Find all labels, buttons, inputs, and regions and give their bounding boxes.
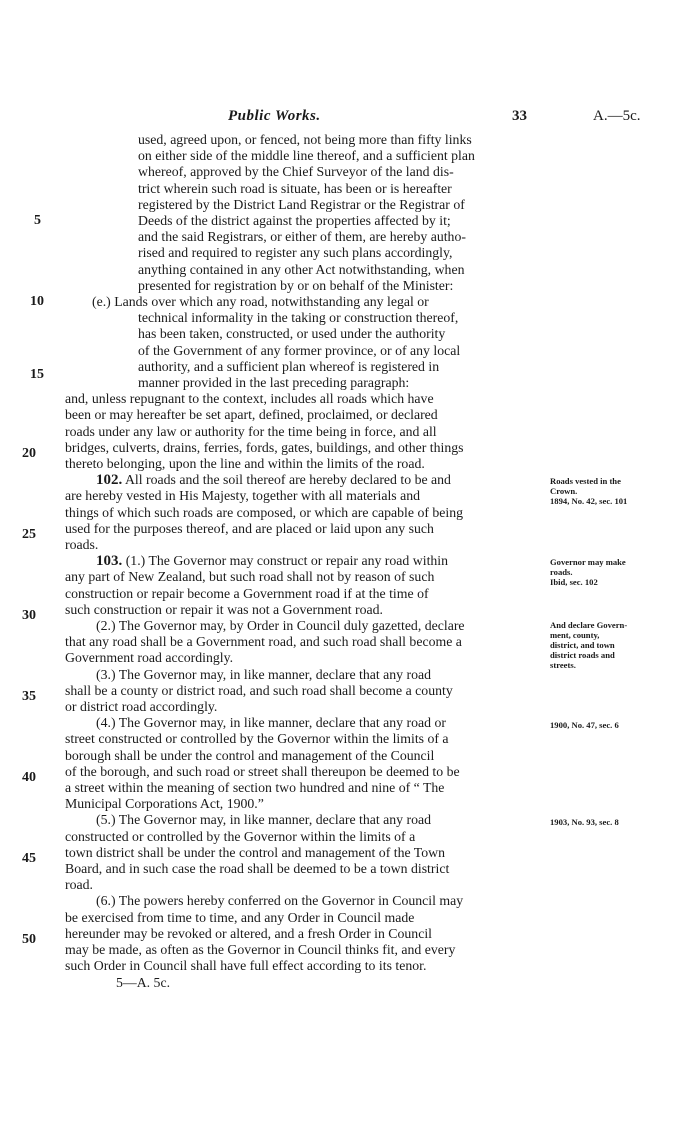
text-line: (3.) The Governor may, in like manner, declare that any road xyxy=(96,667,432,682)
signature-mark: 5—A. 5c. xyxy=(116,975,171,990)
line-number: 35 xyxy=(22,689,36,704)
text-line-content: (1.) The Governor may construct or repair any road within xyxy=(125,553,449,568)
page-number: 33 xyxy=(512,108,527,124)
margin-note-line: Ibid, sec. 102 xyxy=(550,577,598,587)
text-line xyxy=(96,553,448,569)
text-line: rised and required to register any such plans accordingly, xyxy=(138,245,453,260)
document-reference: A.—5c. xyxy=(593,108,641,124)
margin-note-line: Roads vested in the xyxy=(550,476,621,486)
margin-note-line: district roads and xyxy=(550,650,615,660)
text-line: trict wherein such road is situate, has been or is hereafter xyxy=(138,181,452,196)
text-line: or district road accordingly. xyxy=(65,699,218,714)
text-line-content: All roads and the soil thereof are hereby declared to be and xyxy=(124,472,451,487)
text-line: used, agreed upon, or fenced, not being more than fifty links xyxy=(138,132,472,147)
margin-note-line: district, and town xyxy=(550,640,615,650)
margin-note-line: Governor may make xyxy=(550,557,626,567)
text-line: whereof, approved by the Chief Surveyor of the land dis- xyxy=(138,164,454,179)
text-line: constructed or controlled by the Governor within the limits of a xyxy=(65,829,416,844)
text-line: any part of New Zealand, but such road shall not by reason of such xyxy=(65,569,435,584)
section-number: 103. xyxy=(96,553,123,569)
text-line: of the Government of any former province, or of any local xyxy=(138,343,461,358)
margin-note xyxy=(550,620,627,670)
line-number: 15 xyxy=(30,367,44,382)
text-line: anything contained in any other Act notwithstanding, when xyxy=(138,262,465,277)
text-line: hereunder may be revoked or altered, and a fresh Order in Council xyxy=(65,926,432,941)
text-line xyxy=(96,472,451,488)
text-line: roads. xyxy=(65,537,99,552)
text-line: may be made, as often as the Governor in Council thinks fit, and every xyxy=(65,942,456,957)
line-number: 25 xyxy=(22,527,36,542)
text-line: on either side of the middle line thereof, and a sufficient plan xyxy=(138,148,475,163)
margin-note-line: roads. xyxy=(550,567,573,577)
text-line: construction or repair become a Government road if at the time of xyxy=(65,586,429,601)
margin-note xyxy=(550,720,619,730)
margin-note-line: Crown. xyxy=(550,486,578,496)
text-line: a street within the meaning of section two hundred and nine of “ The xyxy=(65,780,445,795)
text-line: Government road accordingly. xyxy=(65,650,234,665)
text-line: such construction or repair it was not a Government road. xyxy=(65,602,384,617)
text-line: (2.) The Governor may, by Order in Council duly gazetted, declare xyxy=(96,618,465,633)
text-line: things of which such roads are composed, or which are capable of being xyxy=(65,505,464,520)
text-line: shall be a county or district road, and such road shall become a county xyxy=(65,683,453,698)
margin-note-line: And declare Govern- xyxy=(550,620,628,630)
line-number: 45 xyxy=(22,851,36,866)
text-line: (6.) The powers hereby conferred on the Governor in Council may xyxy=(96,893,464,908)
text-line: are hereby vested in His Majesty, together with all materials and xyxy=(65,488,421,503)
margin-note-line: streets. xyxy=(550,660,576,670)
margin-note xyxy=(550,557,626,587)
running-title: Public Works. xyxy=(228,108,321,124)
text-line: (e.) Lands over which any road, notwithstanding any legal or xyxy=(92,294,429,309)
line-number: 40 xyxy=(22,770,36,785)
line-number: 20 xyxy=(22,446,36,461)
text-line: Municipal Corporations Act, 1900.” xyxy=(65,796,264,811)
margin-note xyxy=(550,476,627,506)
text-line: bridges, culverts, drains, ferries, fords, gates, buildings, and other things xyxy=(65,440,464,455)
line-number: 50 xyxy=(22,932,36,947)
line-number: 5 xyxy=(34,213,41,228)
text-line: has been taken, constructed, or used under the authority xyxy=(138,326,446,341)
text-line: technical informality in the taking or construction thereof, xyxy=(138,310,459,325)
text-line: of the borough, and such road or street shall thereupon be deemed to be xyxy=(65,764,460,779)
margin-note-line: 1903, No. 93, sec. 8 xyxy=(550,817,619,827)
margin-note-line: ment, county, xyxy=(550,630,600,640)
text-line: presented for registration by or on behalf of the Minister: xyxy=(138,278,454,293)
margin-note-line: 1900, No. 47, sec. 6 xyxy=(550,720,619,730)
text-line: roads under any law or authority for the time being in force, and all xyxy=(65,424,437,439)
text-line: registered by the District Land Registrar or the Registrar of xyxy=(138,197,465,212)
text-line: be exercised from time to time, and any Order in Council made xyxy=(65,910,415,925)
text-line: manner provided in the last preceding paragraph: xyxy=(138,375,410,390)
text-line: town district shall be under the control and management of the Town xyxy=(65,845,446,860)
margin-note xyxy=(550,817,619,827)
line-number: 10 xyxy=(30,294,44,309)
text-line: authority, and a sufficient plan whereof is registered in xyxy=(138,359,440,374)
text-line: street constructed or controlled by the Governor within the limits of a xyxy=(65,731,449,746)
text-line: such Order in Council shall have full effect according to its tenor. xyxy=(65,958,427,973)
text-line: (5.) The Governor may, in like manner, declare that any road xyxy=(96,812,432,827)
text-line: been or may hereafter be set apart, defined, proclaimed, or declared xyxy=(65,407,438,422)
line-number: 30 xyxy=(22,608,36,623)
text-line: (4.) The Governor may, in like manner, declare that any road or xyxy=(96,715,446,730)
text-line: borough shall be under the control and management of the Council xyxy=(65,748,435,763)
text-line: and, unless repugnant to the context, includes all roads which have xyxy=(65,391,434,406)
text-line: road. xyxy=(65,877,93,892)
section-number: 102. xyxy=(96,472,123,488)
text-line: Deeds of the district against the properties affected by it; xyxy=(138,213,451,228)
text-line: used for the purposes thereof, and are placed or laid upon any such xyxy=(65,521,434,536)
text-line: Board, and in such case the road shall be deemed to be a town district xyxy=(65,861,450,876)
margin-note-line: 1894, No. 42, sec. 101 xyxy=(550,496,628,506)
text-line: and the said Registrars, or either of them, are hereby autho- xyxy=(138,229,466,244)
text-line: thereto belonging, upon the line and within the limits of the road. xyxy=(65,456,425,471)
text-line: that any road shall be a Government road, and such road shall become a xyxy=(65,634,462,649)
